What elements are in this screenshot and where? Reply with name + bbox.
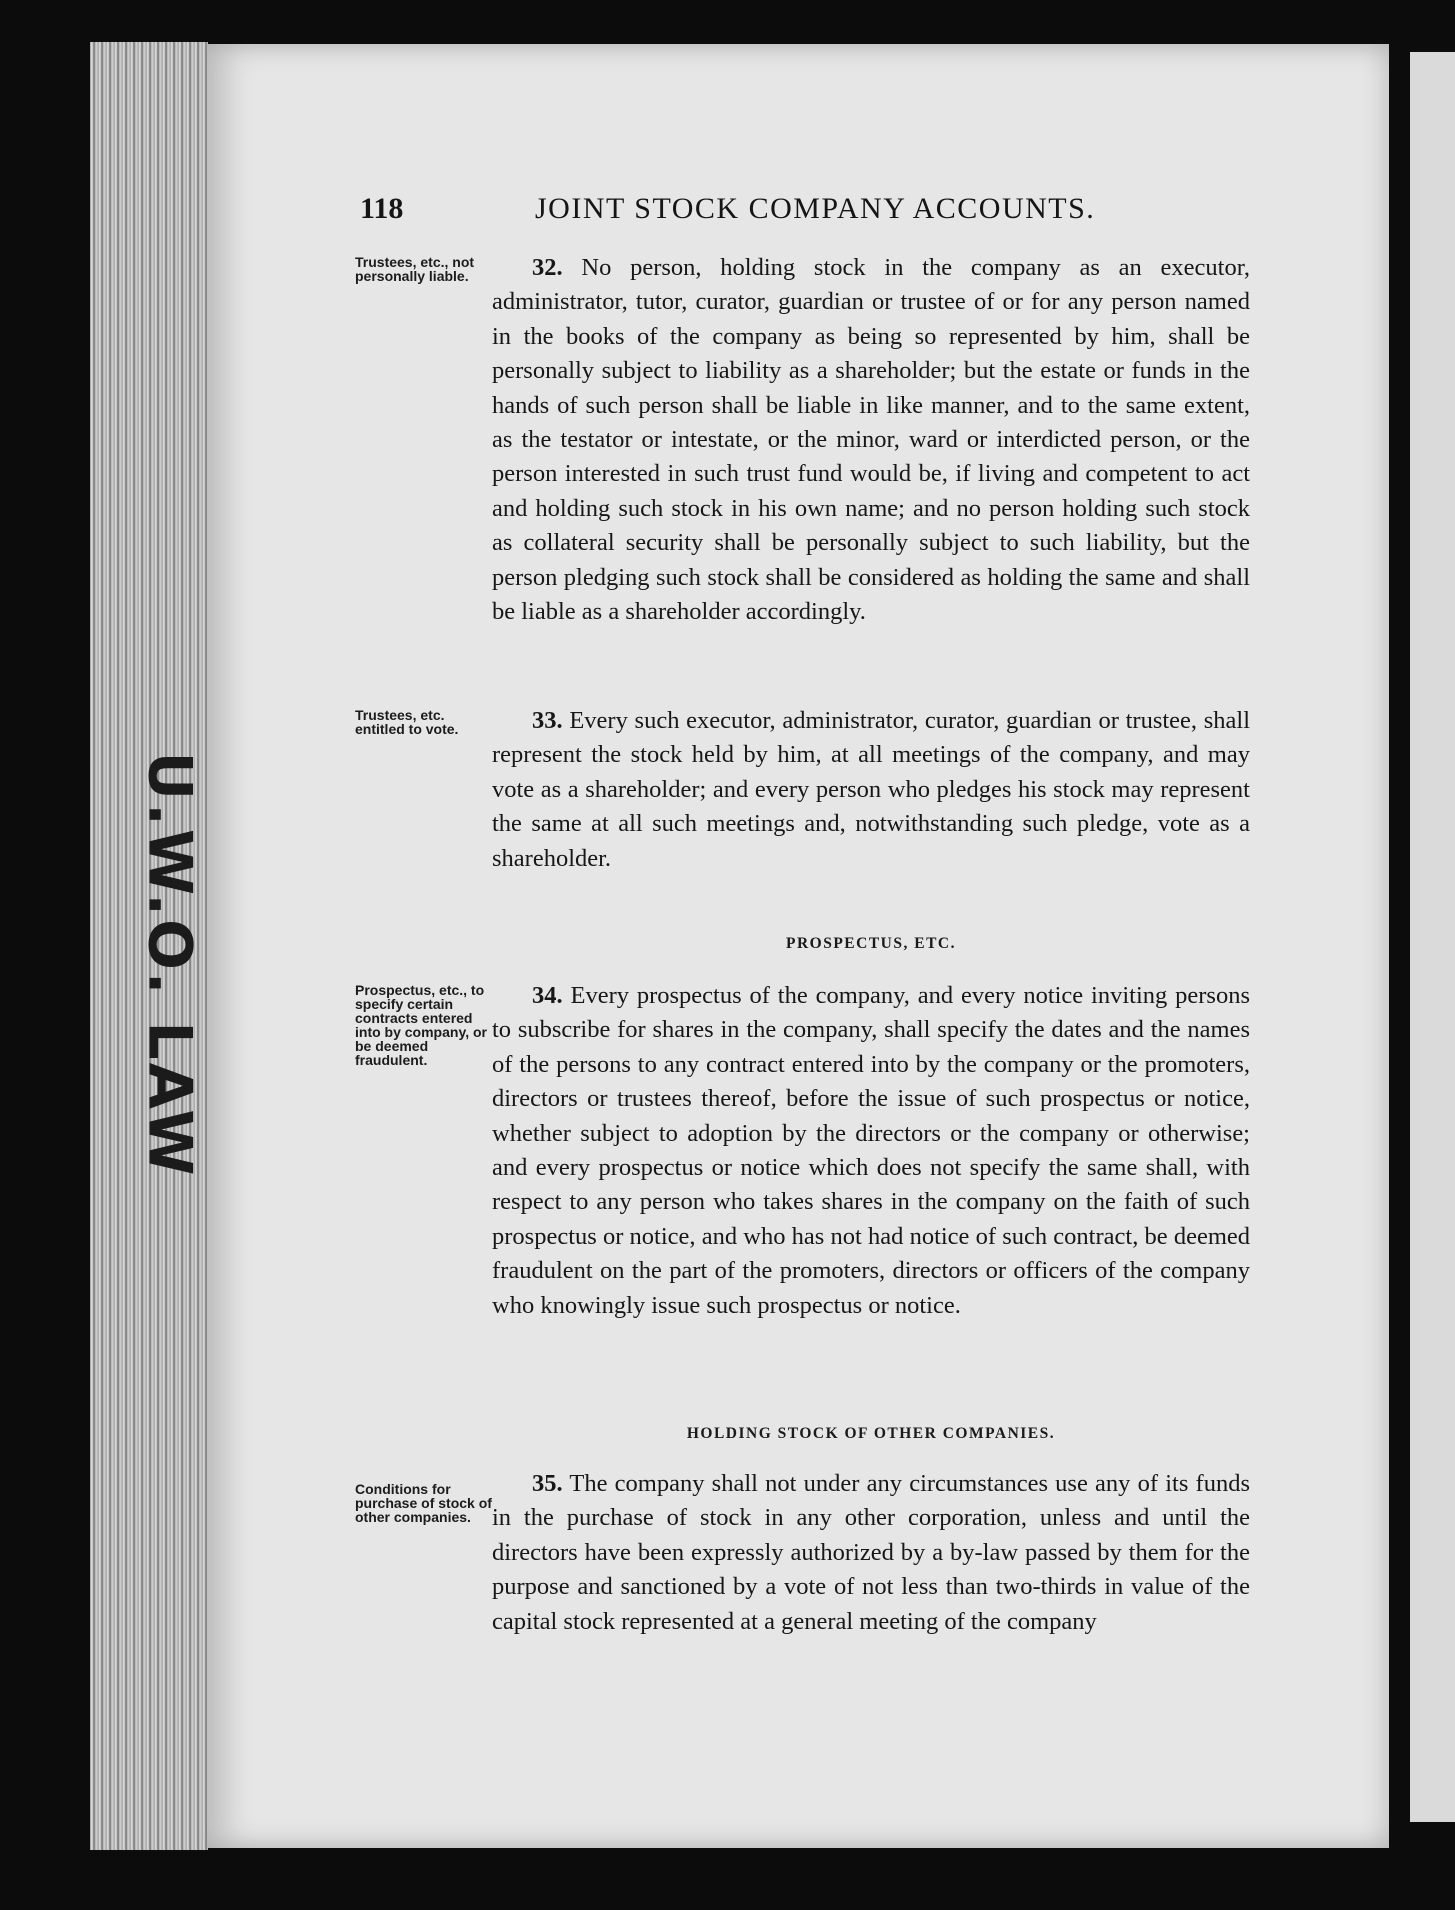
section-33 <box>492 704 1250 876</box>
library-stamp <box>120 751 220 1179</box>
side-note-33: Trustees, etc. entitled to vote. <box>355 707 459 737</box>
section-text-33: Every such executor, administrator, curator, guardian or trustee, shall represent the stock held by him, at all meetings of the company, and may vote as a shareholder; and every person who pledges his stock may represent the same at all such meetings and, notwithstanding such pledge, vote as a shareholder. <box>492 707 1251 872</box>
section-32 <box>492 251 1250 629</box>
section-text-34: Every prospectus of the company, and every notice inviting persons to subscribe for shares in the company, shall specify the dates and the names of the persons to any contract entered into by the company or the promoters, directors or trustees thereof, before the issue of such prospectus or notice, whether subject to adoption by the directors or the company or otherwise; and every prospectus or notice which does not specify the same shall, with respect to any person who takes shares in the company on the faith of such prospectus or notice, and who has not had notice of such contract, be deemed fraudulent on the part of the promoters, directors or officers of the company who knowingly issue such prospectus or notice. <box>492 982 1251 1319</box>
page-number: 118 <box>360 192 404 225</box>
facing-page-edge <box>1410 52 1455 1822</box>
side-note-34: Prospectus, etc., to specify certain contracts entered into by company, or be deemed fraudulent. <box>355 982 487 1068</box>
running-title: JOINT STOCK COMPANY ACCOUNTS. <box>535 192 1096 225</box>
section-heading-holding-stock: HOLDING STOCK OF OTHER COMPANIES. <box>686 1425 1056 1442</box>
side-note-35: Conditions for purchase of stock of other companies. <box>355 1481 492 1525</box>
section-heading-prospectus: PROSPECTUS, ETC. <box>786 935 956 952</box>
section-number-34: 34. <box>532 982 563 1009</box>
section-number-33: 33. <box>532 707 563 734</box>
side-note-32: Trustees, etc., not personally liable. <box>355 254 475 284</box>
section-text-32: No person, holding stock in the company as an executor, administrator, tutor, curator, guardian or trustee of or for any person named in the books of the company as being so represented by him, shall be personally subject to liability as a shareholder; but the estate or funds in the hands of such person shall be liable in like manner, and to the same extent, as the testator or intestate, or the minor, ward or interdicted person, or the person interested in such trust fund would be, if living and competent to act and holding such stock in his own name; and no person holding such stock as collateral security shall be personally subject to such liability, but the person pledging such stock shall be considered as holding the same and shall be liable as a shareholder accordingly. <box>492 254 1250 626</box>
section-number-32: 32. <box>532 254 563 281</box>
section-number-35: 35. <box>532 1470 563 1497</box>
page-header <box>360 192 1250 240</box>
section-text-35: The company shall not under any circumstances use any of its funds in the purchase of stock in any other corporation, unless and until the directors have been expressly authorized by a by-law passed by them for the purpose and sanctioned by a vote of not less than two-thirds in value of the capital stock represented at a general meeting of the company <box>492 1470 1251 1635</box>
library-stamp-text: U.W.O. LAW <box>135 751 205 1179</box>
section-34 <box>492 979 1250 1323</box>
section-35 <box>492 1467 1250 1639</box>
